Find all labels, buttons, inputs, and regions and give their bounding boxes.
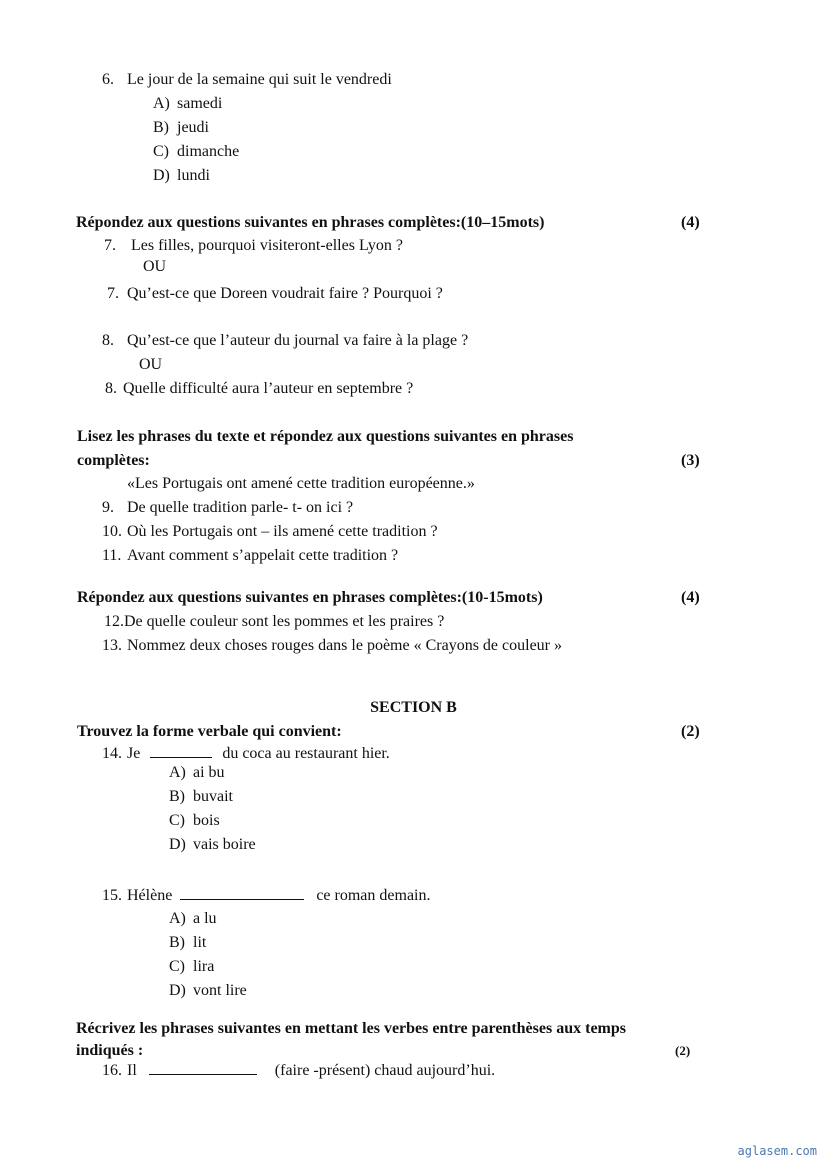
option-text: buvait bbox=[193, 788, 233, 805]
section-heading-line2: indiqués : bbox=[76, 1042, 144, 1059]
question-12 bbox=[104, 612, 444, 632]
marks-label: (4) bbox=[681, 589, 700, 606]
option-letter: B) bbox=[153, 119, 169, 136]
option-text: jeudi bbox=[177, 119, 209, 136]
section-heading-line1: Lisez les phrases du texte et répondez aux questions suivantes en phrases bbox=[77, 428, 574, 445]
question-16 bbox=[102, 1060, 495, 1081]
question-after: ce roman demain. bbox=[316, 887, 431, 904]
question-number: 13. bbox=[102, 637, 122, 654]
or-label: OU bbox=[143, 258, 167, 275]
option-text: ai bu bbox=[193, 764, 225, 781]
question-9 bbox=[102, 498, 353, 518]
question-number: 15. bbox=[102, 887, 122, 904]
watermark: aglasem.com bbox=[737, 1144, 817, 1158]
question-13 bbox=[102, 636, 562, 656]
question-text: Avant comment s’appelait cette tradition ? bbox=[127, 547, 399, 564]
option-letter: B) bbox=[169, 788, 185, 805]
marks-label: (2) bbox=[681, 723, 700, 740]
option-text: samedi bbox=[177, 95, 223, 112]
question-number: 16. bbox=[102, 1062, 122, 1079]
question-7b bbox=[107, 284, 443, 304]
question-number: 8. bbox=[102, 332, 114, 349]
section-heading: Trouvez la forme verbale qui convient: bbox=[77, 723, 342, 740]
question-6 bbox=[102, 70, 392, 90]
question-text: Quelle difficulté aura l’auteur en septembre ? bbox=[123, 380, 414, 397]
option-text: a lu bbox=[193, 910, 217, 927]
question-text: Qu’est-ce que l’auteur du journal va faire à la plage ? bbox=[127, 332, 469, 349]
question-text: De quelle tradition parle- t- on ici ? bbox=[127, 499, 354, 516]
question-number: 9. bbox=[102, 499, 114, 516]
option-letter: C) bbox=[153, 143, 169, 160]
option-letter: A) bbox=[153, 95, 170, 112]
option-d bbox=[169, 835, 256, 855]
marks-label: (4) bbox=[681, 214, 700, 231]
option-text: dimanche bbox=[177, 143, 240, 160]
option-text: lit bbox=[193, 934, 207, 951]
quote-text: «Les Portugais ont amené cette tradition européenne.» bbox=[127, 475, 475, 492]
question-number: 6. bbox=[102, 71, 114, 88]
question-text: Nommez deux choses rouges dans le poème « Crayons de couleur » bbox=[127, 637, 562, 654]
or-label: OU bbox=[139, 356, 163, 373]
option-text: lundi bbox=[177, 167, 210, 184]
question-number: 14. bbox=[102, 745, 122, 762]
question-before: Hélène bbox=[127, 887, 173, 904]
answer-blank bbox=[149, 1060, 257, 1075]
question-11 bbox=[102, 546, 398, 566]
question-after: chaud aujourd’hui. bbox=[374, 1062, 496, 1079]
question-text: Où les Portugais ont – ils amené cette tradition ? bbox=[127, 523, 438, 540]
option-letter: D) bbox=[169, 836, 186, 853]
section-heading: Répondez aux questions suivantes en phrases complètes:(10-15mots) bbox=[77, 589, 543, 606]
option-letter: A) bbox=[169, 910, 186, 927]
question-text: Les filles, pourquoi visiteront-elles Lyon ? bbox=[131, 237, 403, 254]
option-text: vont lire bbox=[193, 982, 247, 999]
section-heading-line2: complètes: bbox=[77, 452, 150, 469]
question-number: 12. bbox=[104, 613, 124, 630]
question-before: Il bbox=[127, 1062, 137, 1079]
question-14 bbox=[102, 743, 390, 764]
option-c bbox=[169, 957, 214, 977]
option-a bbox=[153, 94, 222, 114]
question-8a bbox=[102, 331, 468, 351]
question-number: 11. bbox=[102, 547, 122, 564]
question-number: 7. bbox=[104, 237, 116, 254]
marks-label: (3) bbox=[681, 452, 700, 469]
question-number: 8. bbox=[105, 380, 117, 397]
question-10 bbox=[102, 522, 438, 542]
answer-blank bbox=[180, 885, 304, 900]
question-number: 7. bbox=[107, 285, 119, 302]
option-c bbox=[169, 811, 220, 831]
option-letter: C) bbox=[169, 958, 185, 975]
option-b bbox=[153, 118, 209, 138]
question-7a bbox=[104, 236, 403, 256]
question-8b bbox=[105, 379, 413, 399]
option-letter: D) bbox=[169, 982, 186, 999]
option-letter: D) bbox=[153, 167, 170, 184]
section-b-title: SECTION B bbox=[370, 699, 457, 716]
option-c bbox=[153, 142, 239, 162]
question-15 bbox=[102, 885, 430, 906]
question-hint: (faire -présent) bbox=[274, 1062, 371, 1079]
option-a bbox=[169, 909, 217, 929]
section-heading: Répondez aux questions suivantes en phrases complètes:(10–15mots) bbox=[76, 214, 545, 231]
option-text: bois bbox=[193, 812, 220, 829]
option-text: lira bbox=[193, 958, 215, 975]
answer-blank bbox=[150, 743, 212, 758]
option-letter: C) bbox=[169, 812, 185, 829]
option-b bbox=[169, 933, 206, 953]
question-text: Qu’est-ce que Doreen voudrait faire ? Pourquoi ? bbox=[127, 285, 443, 302]
option-text: vais boire bbox=[193, 836, 256, 853]
option-letter: B) bbox=[169, 934, 185, 951]
question-text: Le jour de la semaine qui suit le vendredi bbox=[127, 71, 392, 88]
option-a bbox=[169, 763, 225, 783]
option-letter: A) bbox=[169, 764, 186, 781]
question-before: Je bbox=[127, 745, 141, 762]
section-heading-line1: Récrivez les phrases suivantes en mettant les verbes entre parenthèses aux temps bbox=[76, 1020, 626, 1037]
question-number: 10. bbox=[102, 523, 122, 540]
question-after: du coca au restaurant hier. bbox=[222, 745, 390, 762]
option-d bbox=[153, 166, 210, 186]
marks-label: (2) bbox=[675, 1043, 691, 1058]
option-d bbox=[169, 981, 247, 1001]
question-text: De quelle couleur sont les pommes et les praires ? bbox=[124, 613, 445, 630]
option-b bbox=[169, 787, 233, 807]
